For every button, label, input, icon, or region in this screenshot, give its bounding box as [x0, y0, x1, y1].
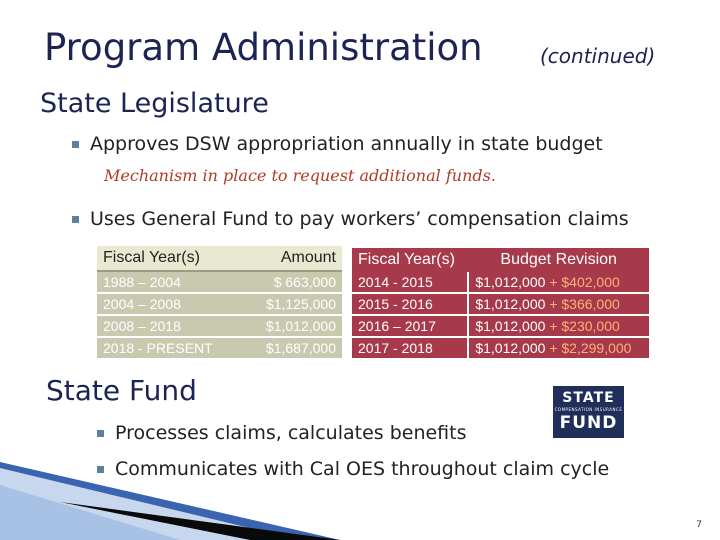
- state-fund-heading: State Fund: [46, 374, 197, 407]
- column-header: Budget Revision: [468, 248, 649, 272]
- logo-line-3: FUND: [559, 413, 618, 433]
- table-row: [352, 337, 649, 359]
- appropriation-table: [97, 246, 342, 360]
- table-cell: 2015 - 2016: [352, 293, 468, 315]
- table-header-row: [97, 246, 342, 271]
- column-header: Fiscal Year(s): [97, 246, 243, 271]
- page-title: Program Administration: [44, 26, 483, 69]
- budget-revision-table: [352, 248, 649, 360]
- table-cell: [468, 337, 649, 359]
- table-cell: [468, 272, 649, 293]
- bullet-text: Communicates with Cal OES throughout claim cycle: [115, 458, 610, 480]
- plus-sign: +: [549, 318, 558, 334]
- state-fund-bullet-1: [97, 422, 467, 444]
- table-cell: 2014 - 2015: [352, 272, 468, 293]
- plus-sign: +: [549, 274, 558, 290]
- table-cell: [468, 315, 649, 337]
- base-amount: $1,012,000: [475, 318, 546, 334]
- bullet-text: Approves DSW appropriation annually in state budget: [90, 133, 603, 155]
- table-row: [352, 315, 649, 337]
- base-amount: $1,012,000: [475, 296, 546, 312]
- state-fund-bullet-2: [97, 458, 609, 480]
- bullet-square-icon: [72, 141, 79, 148]
- logo-line-1: STATE: [562, 390, 615, 406]
- table-cell: $1,125,000: [243, 293, 342, 315]
- decorative-swoosh: [0, 440, 340, 540]
- revision-amount: $366,000: [561, 296, 620, 312]
- table-row: [97, 293, 342, 315]
- table-cell: 2017 - 2018: [352, 337, 468, 359]
- bullet-text: Uses General Fund to pay workers’ compensation claims: [90, 208, 629, 230]
- column-header: Fiscal Year(s): [352, 248, 468, 272]
- logo-line-2: COMPENSATION INSURANCE: [554, 407, 623, 412]
- table-cell: $ 663,000: [243, 271, 342, 293]
- table-row: [352, 293, 649, 315]
- legislature-heading: State Legislature: [40, 88, 269, 119]
- bullet-square-icon: [97, 466, 104, 473]
- table-cell: 1988 – 2004: [97, 271, 243, 293]
- table-cell: 2018 - PRESENT: [97, 337, 243, 359]
- table-cell: $1,687,000: [243, 337, 342, 359]
- table-cell: 2016 – 2017: [352, 315, 468, 337]
- title-continued: (continued): [540, 44, 656, 68]
- revision-amount: $2,299,000: [561, 340, 632, 356]
- table-cell: 2004 – 2008: [97, 293, 243, 315]
- table-cell: 2008 – 2018: [97, 315, 243, 337]
- bullet-square-icon: [97, 430, 104, 437]
- table-row: [97, 337, 342, 359]
- revision-amount: $230,000: [561, 318, 620, 334]
- legislature-bullet-2: [72, 208, 629, 230]
- revision-amount: $402,000: [561, 274, 620, 290]
- table-cell: [468, 293, 649, 315]
- plus-sign: +: [549, 340, 558, 356]
- base-amount: $1,012,000: [475, 274, 546, 290]
- table-header-row: [352, 248, 649, 272]
- plus-sign: +: [549, 296, 558, 312]
- legislature-bullet-1: [72, 133, 603, 155]
- bullet-text: Processes claims, calculates benefits: [115, 422, 467, 444]
- table-row: [97, 315, 342, 337]
- bullet-square-icon: [72, 216, 79, 223]
- funding-note: Mechanism in place to request additional funds.: [104, 166, 496, 185]
- table-row: [97, 271, 342, 293]
- table-row: [352, 272, 649, 293]
- table-cell: $1,012,000: [243, 315, 342, 337]
- state-fund-logo: [553, 386, 624, 438]
- page-number: 7: [696, 520, 702, 530]
- base-amount: $1,012,000: [475, 340, 546, 356]
- column-header: Amount: [243, 246, 342, 271]
